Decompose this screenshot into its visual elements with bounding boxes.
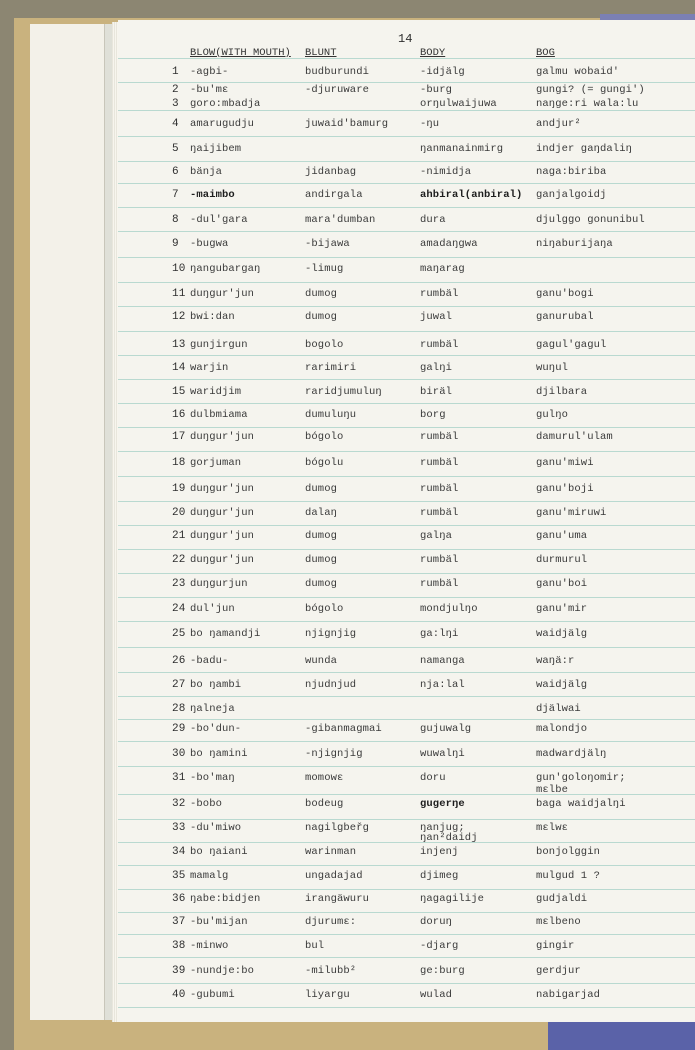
entry-blow: bo ŋambi bbox=[190, 679, 242, 691]
ruled-line bbox=[118, 621, 695, 622]
entry-blow: duŋgur'jun bbox=[190, 483, 255, 495]
ruled-line bbox=[118, 647, 695, 648]
entry-number: 19 bbox=[172, 483, 186, 495]
entry-blunt: wunda bbox=[305, 655, 338, 667]
entry-number: 35 bbox=[172, 870, 186, 882]
entry-body: nja:lal bbox=[420, 679, 465, 691]
entry-number: 25 bbox=[172, 628, 186, 640]
entry-number: 31 bbox=[172, 772, 186, 784]
entry-bog: waŋä:r bbox=[536, 655, 575, 667]
ruled-line bbox=[118, 819, 695, 820]
entry-number: 2 bbox=[172, 84, 179, 96]
entry-body: ŋanmanainmirg bbox=[420, 143, 504, 155]
ruled-line bbox=[118, 379, 695, 380]
entry-body: -burg bbox=[420, 84, 453, 96]
ruled-line bbox=[118, 257, 695, 258]
entry-number: 33 bbox=[172, 822, 186, 834]
entry-blow: ŋabe:bidjen bbox=[190, 893, 261, 905]
entry-body: galŋa bbox=[420, 530, 453, 542]
entry-body: amadaŋgwa bbox=[420, 238, 478, 250]
entry-body: rumbäl bbox=[420, 483, 459, 495]
entry-blow: -badu- bbox=[190, 655, 229, 667]
ruled-line bbox=[118, 306, 695, 307]
entry-blunt: djurumɛ: bbox=[305, 916, 357, 928]
ruled-line bbox=[118, 501, 695, 502]
entry-blunt: bodeug bbox=[305, 798, 344, 810]
entry-blow: ŋangubargaŋ bbox=[190, 263, 261, 275]
entry-body: gugerŋe bbox=[420, 798, 465, 810]
entry-blunt: -milubb² bbox=[305, 965, 357, 977]
entry-bog: gungi? (= gungi') bbox=[536, 84, 645, 96]
entry-blunt: warinman bbox=[305, 846, 357, 858]
entry-bog: gingir bbox=[536, 940, 575, 952]
entry-bog: ganu'mir bbox=[536, 603, 588, 615]
entry-blunt: rarimiri bbox=[305, 362, 357, 374]
entry-number: 24 bbox=[172, 603, 186, 615]
entry-blunt: irangäwuru bbox=[305, 893, 370, 905]
entry-blow: dul'jun bbox=[190, 603, 235, 615]
ruled-line bbox=[118, 672, 695, 673]
entry-number: 12 bbox=[172, 311, 186, 323]
ruled-line bbox=[118, 82, 695, 83]
entry-body: doruŋ bbox=[420, 916, 453, 928]
entry-bog: andjur² bbox=[536, 118, 581, 130]
ruled-line bbox=[118, 719, 695, 720]
entry-number: 18 bbox=[172, 457, 186, 469]
entry-body: borg bbox=[420, 409, 446, 421]
entry-bog: indjer gaŋdaliŋ bbox=[536, 143, 633, 155]
entry-number: 7 bbox=[172, 189, 179, 201]
entry-number: 22 bbox=[172, 554, 186, 566]
entry-blunt: dalaŋ bbox=[305, 507, 338, 519]
entry-number: 4 bbox=[172, 118, 179, 130]
ruled-line bbox=[118, 476, 695, 477]
entry-bog-continuation: mɛlbe bbox=[536, 784, 569, 796]
entry-bog: ganu'miwi bbox=[536, 457, 594, 469]
entry-blow: duŋgur'jun bbox=[190, 431, 255, 443]
entry-blow: -du'miwo bbox=[190, 822, 242, 834]
ruled-line bbox=[118, 355, 695, 356]
entry-body: injenj bbox=[420, 846, 459, 858]
entry-blow: bo ŋamini bbox=[190, 748, 248, 760]
entry-bog: gudjaldi bbox=[536, 893, 588, 905]
entry-bog: djälwai bbox=[536, 703, 581, 715]
entry-body-continuation: ŋan²daidj bbox=[420, 832, 478, 844]
entry-blunt: bogolo bbox=[305, 339, 344, 351]
entry-blow: bwi:dan bbox=[190, 311, 235, 323]
entry-blow: -gubumi bbox=[190, 989, 235, 1001]
entry-number: 16 bbox=[172, 409, 186, 421]
entry-body: -ŋu bbox=[420, 118, 440, 130]
entry-blunt: dumog bbox=[305, 530, 338, 542]
entry-number: 20 bbox=[172, 507, 186, 519]
entry-blow: gorjuman bbox=[190, 457, 242, 469]
entry-blunt: dumog bbox=[305, 554, 338, 566]
entry-body: -djarg bbox=[420, 940, 459, 952]
entry-blunt: jidanbag bbox=[305, 166, 357, 178]
ruled-line bbox=[118, 110, 695, 111]
entry-blow: duŋgur'jun bbox=[190, 507, 255, 519]
ruled-line bbox=[118, 136, 695, 137]
entry-body: gujuwalg bbox=[420, 723, 472, 735]
header-blunt: BLUNT bbox=[305, 47, 337, 59]
entry-body: juwal bbox=[420, 311, 453, 323]
ruled-line bbox=[118, 912, 695, 913]
entry-body: -idjälg bbox=[420, 66, 465, 78]
entry-bog: nabigarjad bbox=[536, 989, 601, 1001]
entry-bog: naga:biriba bbox=[536, 166, 607, 178]
entry-bog: ganu'boi bbox=[536, 578, 588, 590]
entry-bog: damurul'ulam bbox=[536, 431, 613, 443]
ruled-line bbox=[118, 597, 695, 598]
entry-blow: duŋgur'jun bbox=[190, 554, 255, 566]
entry-body: rumbäl bbox=[420, 431, 459, 443]
ruled-line bbox=[118, 889, 695, 890]
entry-blow: duŋgurjun bbox=[190, 578, 248, 590]
ruled-line bbox=[118, 549, 695, 550]
ruled-line bbox=[118, 1007, 695, 1008]
entry-blow: ŋalneja bbox=[190, 703, 235, 715]
ruled-line bbox=[118, 161, 695, 162]
entry-bog: wuŋul bbox=[536, 362, 569, 374]
entry-blunt: ungadajad bbox=[305, 870, 363, 882]
ruled-line bbox=[118, 794, 695, 795]
entry-blow: duŋgur'jun bbox=[190, 288, 255, 300]
entry-bog: waidjälg bbox=[536, 628, 588, 640]
entry-bog: waidjälg bbox=[536, 679, 588, 691]
ruled-line bbox=[118, 573, 695, 574]
entry-blow: -dul'gara bbox=[190, 214, 248, 226]
entry-blow: bänja bbox=[190, 166, 223, 178]
entry-bog: ganu'boji bbox=[536, 483, 594, 495]
entry-blunt: dumuluŋu bbox=[305, 409, 357, 421]
entry-blunt: naɡilgbeřg bbox=[305, 822, 370, 834]
entry-body: ge:burg bbox=[420, 965, 465, 977]
entry-body: orŋulwaijuwa bbox=[420, 98, 497, 110]
entry-blunt: juwaid'bamurg bbox=[305, 118, 389, 130]
ruled-line bbox=[118, 766, 695, 767]
entry-bog: djulggo gonunibul bbox=[536, 214, 645, 226]
entry-blow: warjin bbox=[190, 362, 229, 374]
ruled-line bbox=[118, 451, 695, 452]
ruled-line bbox=[118, 525, 695, 526]
entry-number: 6 bbox=[172, 166, 179, 178]
entry-body: biräl bbox=[420, 386, 453, 398]
entry-blunt: -njignjig bbox=[305, 748, 363, 760]
entry-blunt: andirgala bbox=[305, 189, 363, 201]
entry-body: wulad bbox=[420, 989, 453, 1001]
ruled-line bbox=[118, 842, 695, 843]
entry-blunt: -bijawa bbox=[305, 238, 350, 250]
entry-number: 8 bbox=[172, 214, 179, 226]
entry-body: maŋarag bbox=[420, 263, 465, 275]
entry-blunt: budburundi bbox=[305, 66, 370, 78]
entry-blunt: -djuruware bbox=[305, 84, 370, 96]
entry-number: 13 bbox=[172, 339, 186, 351]
ruled-line bbox=[118, 696, 695, 697]
entry-bog: mɛlbeno bbox=[536, 916, 581, 928]
entry-number: 10 bbox=[172, 263, 186, 275]
entry-bog: gun'goloŋomir; bbox=[536, 772, 626, 784]
entry-blow: -bo'dun- bbox=[190, 723, 242, 735]
entry-number: 30 bbox=[172, 748, 186, 760]
entry-number: 34 bbox=[172, 846, 186, 858]
entry-blunt: dumog bbox=[305, 483, 338, 495]
facing-page bbox=[30, 24, 110, 1020]
entry-blow: mamalg bbox=[190, 870, 229, 882]
entry-number: 27 bbox=[172, 679, 186, 691]
entry-body: ahbiral(anbiral) bbox=[420, 189, 523, 201]
entry-blunt: bógolo bbox=[305, 431, 344, 443]
entry-body: rumbäl bbox=[420, 457, 459, 469]
entry-blunt: bógolo bbox=[305, 603, 344, 615]
entry-bog: ganu'uma bbox=[536, 530, 588, 542]
entry-body: rumbäl bbox=[420, 554, 459, 566]
entry-number: 1 bbox=[172, 66, 179, 78]
entry-bog: madwardjälŋ bbox=[536, 748, 607, 760]
entry-bog: galmu wobaid' bbox=[536, 66, 620, 78]
entry-blow: bo ŋaiani bbox=[190, 846, 248, 858]
entry-bog: ganu'bogi bbox=[536, 288, 594, 300]
entry-bog: naŋge:ri wala:lu bbox=[536, 98, 639, 110]
ruled-line bbox=[118, 741, 695, 742]
entry-bog: ganu'miruwi bbox=[536, 507, 607, 519]
entry-number: 5 bbox=[172, 143, 179, 155]
entry-number: 11 bbox=[172, 288, 186, 300]
entry-blunt: dumog bbox=[305, 288, 338, 300]
entry-body: dura bbox=[420, 214, 446, 226]
entry-body: -nimidja bbox=[420, 166, 472, 178]
entry-blow: bo ŋamandji bbox=[190, 628, 261, 640]
entry-body: doru bbox=[420, 772, 446, 784]
entry-number: 23 bbox=[172, 578, 186, 590]
ruled-line bbox=[118, 865, 695, 866]
entry-bog: ganjalgoidj bbox=[536, 189, 607, 201]
ruled-line bbox=[118, 934, 695, 935]
entry-body: wuwalŋi bbox=[420, 748, 465, 760]
entry-blow: ŋaijibem bbox=[190, 143, 242, 155]
header-body: BODY bbox=[420, 47, 446, 59]
entry-blow: -bugwa bbox=[190, 238, 229, 250]
entry-blow: amarugudju bbox=[190, 118, 255, 130]
entry-body: galŋi bbox=[420, 362, 453, 374]
entry-blow: -bu'mijan bbox=[190, 916, 248, 928]
entry-blunt: -gibanmagmai bbox=[305, 723, 382, 735]
entry-bog: niŋaburijaŋa bbox=[536, 238, 613, 250]
entry-blunt: -limug bbox=[305, 263, 344, 275]
entry-blunt: dumog bbox=[305, 578, 338, 590]
entry-number: 14 bbox=[172, 362, 186, 374]
entry-body: djimeg bbox=[420, 870, 459, 882]
entry-body: rumbäl bbox=[420, 288, 459, 300]
entry-bog: bonjolggin bbox=[536, 846, 601, 858]
entry-blunt: njudnjud bbox=[305, 679, 357, 691]
entry-number: 28 bbox=[172, 703, 186, 715]
header-blow: BLOW(WITH MOUTH) bbox=[190, 47, 291, 59]
ruled-line bbox=[118, 183, 695, 184]
entry-blow: waridjim bbox=[190, 386, 242, 398]
entry-bog: djilbara bbox=[536, 386, 588, 398]
entry-blow: -minwo bbox=[190, 940, 229, 952]
entry-number: 21 bbox=[172, 530, 186, 542]
entry-number: 38 bbox=[172, 940, 186, 952]
entry-blunt: bul bbox=[305, 940, 325, 952]
entry-blunt: mara'dumban bbox=[305, 214, 376, 226]
entry-bog: gerdjur bbox=[536, 965, 581, 977]
entry-bog: malondjo bbox=[536, 723, 588, 735]
entry-blunt: raridjumuluŋ bbox=[305, 386, 382, 398]
entry-blow: -agbi- bbox=[190, 66, 229, 78]
entry-body: rumbäl bbox=[420, 339, 459, 351]
entry-blow: -nundje:bo bbox=[190, 965, 255, 977]
entry-number: 32 bbox=[172, 798, 186, 810]
ruled-line bbox=[118, 403, 695, 404]
entry-number: 39 bbox=[172, 965, 186, 977]
ruled-line bbox=[118, 427, 695, 428]
page-number: 14 bbox=[398, 32, 413, 46]
ruled-line bbox=[118, 231, 695, 232]
entry-blow: gunjirgun bbox=[190, 339, 248, 351]
entry-number: 26 bbox=[172, 655, 186, 667]
entry-blow: dulbmiama bbox=[190, 409, 248, 421]
entry-number: 36 bbox=[172, 893, 186, 905]
entry-blunt: liyargu bbox=[305, 989, 350, 1001]
entry-number: 9 bbox=[172, 238, 179, 250]
header-bog: BOG bbox=[536, 47, 555, 59]
entry-body: rumbäl bbox=[420, 507, 459, 519]
entry-blow: duŋgur'jun bbox=[190, 530, 255, 542]
entry-bog: ganurubal bbox=[536, 311, 594, 323]
ruled-line bbox=[118, 983, 695, 984]
ruled-line bbox=[118, 957, 695, 958]
entry-blunt: dumog bbox=[305, 311, 338, 323]
entry-number: 37 bbox=[172, 916, 186, 928]
entry-bog: baɡa waidjalŋi bbox=[536, 798, 626, 810]
entry-number: 29 bbox=[172, 723, 186, 735]
entry-bog: gaɡul'gaɡul bbox=[536, 339, 607, 351]
entry-blunt: momowɛ bbox=[305, 772, 344, 784]
entry-bog: durmurul bbox=[536, 554, 588, 566]
ruled-line bbox=[118, 331, 695, 332]
entry-body: ŋanjug; bbox=[420, 822, 465, 834]
entry-number: 15 bbox=[172, 386, 186, 398]
entry-bog: mɛlwɛ bbox=[536, 822, 569, 834]
entry-body: namanga bbox=[420, 655, 465, 667]
entry-bog: gulŋo bbox=[536, 409, 569, 421]
entry-number: 40 bbox=[172, 989, 186, 1001]
entry-blow: -bo'maŋ bbox=[190, 772, 235, 784]
entry-blunt: bógolu bbox=[305, 457, 344, 469]
entry-blunt: njignjig bbox=[305, 628, 357, 640]
entry-number: 17 bbox=[172, 431, 186, 443]
entry-blow: -bobo bbox=[190, 798, 223, 810]
entry-body: rumbäl bbox=[420, 578, 459, 590]
entry-bog: mulgud 1 ? bbox=[536, 870, 601, 882]
ruled-line bbox=[118, 207, 695, 208]
entry-body: ŋagagilije bbox=[420, 893, 485, 905]
entry-blow: -maimbo bbox=[190, 189, 235, 201]
entry-body: ga:lŋi bbox=[420, 628, 459, 640]
entry-blow: -bu'mɛ bbox=[190, 84, 229, 96]
entry-body: mondjulŋo bbox=[420, 603, 478, 615]
ruled-line bbox=[118, 282, 695, 283]
entry-blow: goro:mbadja bbox=[190, 98, 261, 110]
entry-number: 3 bbox=[172, 98, 179, 110]
